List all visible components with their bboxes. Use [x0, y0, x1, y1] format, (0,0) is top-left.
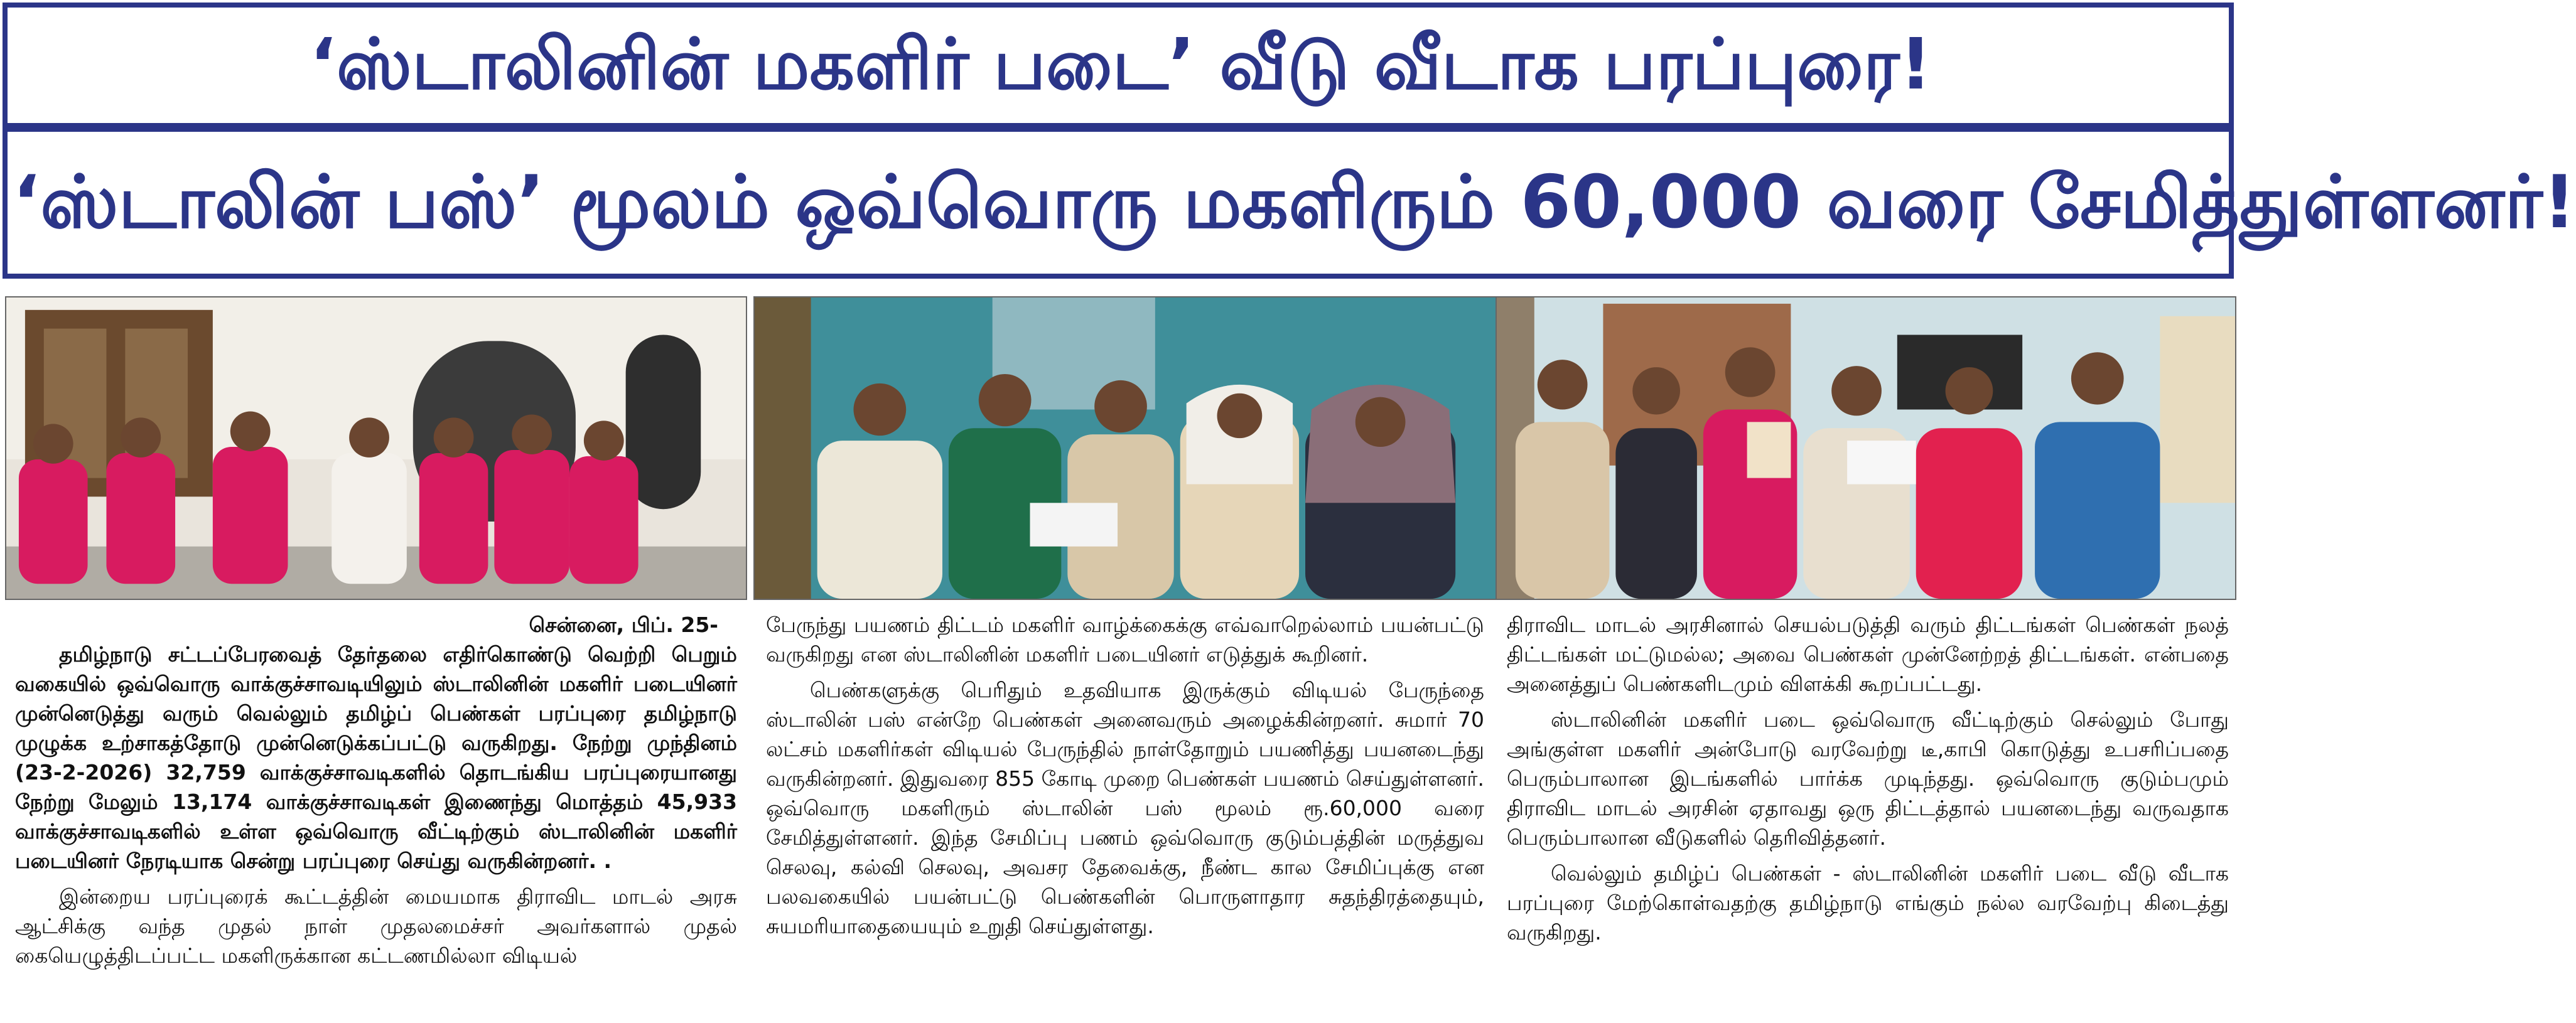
- article-paragraph: திராவிட மாடல் அரசினால் செயல்படுத்தி வரும் திட்டங்கள் பெண்கள் நலத் திட்டங்கள் மட்டுமல்ல; அவை பெண்கள் முன்னேற்றத் திட்டங்கள். என்பதை அனைத்துப் பெண்களிடமும் விளக்கி கூறப்பட்டது.: [1507, 613, 2229, 696]
- article-lead-paragraph: தமிழ்நாடு சட்டப்பேரவைத் தேர்தலை எதிர்கொண்டு வெற்றி பெறும் வகையில் ஒவ்வொரு வாக்குச்சாவடியிலும் ஸ்டாலினின் மகளிர் படையினர் முன்னெடுத்து வரும் வெல்லும் தமிழ்ப் பெண்கள் பரப்புரை தமிழ்நாடு முழுக்க உற்சாகத்தோடு முன்னெடுக்கப்பட்டு வருகிறது. நேற்று முந்தினம் (23-2-2026) 32,759 வாக்குச்சாவடிகளில் தொடங்கிய பரப்புரையானது நேற்று மேலும் 13,174 வாக்குச்சாவடிகள் இணைந்து மொத்தம் 45,933 வாக்குச்சாவடிகளில் உள்ள ஒவ்வொரு வீட்டிற்கும் ஸ்டாலினின் மகளிர் படையினர் நேரடியாக சென்று பரப்புரை செய்து வருகின்றனர். .: [15, 642, 737, 873]
- headline-secondary: ‘ஸ்டாலின் பஸ்’ மூலம் ஒவ்வொரு மகளிரும் 60,000 வரை சேமித்துள்ளனர்!: [13, 160, 2576, 245]
- article-column-2: [766, 610, 1484, 1018]
- article-paragraph: பேருந்து பயணம் திட்டம் மகளிர் வாழ்க்கைக்கு எவ்வாறெல்லாம் பயன்பட்டு வருகிறது என ஸ்டாலினின் மகளிர் படையினர் எடுத்துக் கூறினர்.: [766, 613, 1484, 667]
- photo-illustration-2: [755, 297, 1498, 599]
- headline-primary: ‘ஸ்டாலினின் மகளிர் படை’ வீடு வீடாக பரப்புரை!: [310, 24, 1932, 105]
- photo-group-indoors: [753, 296, 1499, 600]
- photo-illustration-1: [6, 297, 746, 599]
- article-paragraph: இன்றைய பரப்புரைக் கூட்டத்தின் மையமாக திராவிட மாடல் அரசு ஆட்சிக்கு வந்த முதல் நாள் முதலமைச்சர் அவர்களால் முதல் கையெழுத்திடப்பட்ட மகளிருக்கான கட்டணமில்லா விடியல்: [15, 884, 737, 968]
- article-column-3: [1507, 610, 2229, 1018]
- article-paragraph: ஸ்டாலினின் மகளிர் படை ஒவ்வொரு வீட்டிற்கும் செல்லும் போது அங்குள்ள மகளிர் அன்போடு வரவேற்று டீ,காபி கொடுத்து உபசரிப்பதை பெரும்பாலான இடங்களில் பார்க்க முடிந்தது. ஒவ்வொரு குடும்பமும் திராவிட மாடல் அரசின் ஏதாவது ஒரு திட்டத்தால் பயனடைந்து வருவதாக பெரும்பாலான வீடுகளில் தெரிவித்தனர்.: [1507, 707, 2229, 850]
- headline-divider: [3, 123, 2234, 132]
- photo-group-outside-house: [5, 296, 747, 600]
- article-column-1: [15, 610, 737, 1018]
- photo-illustration-3: [1497, 297, 2235, 599]
- article-dateline: சென்னை, பிப். 25-: [529, 613, 718, 637]
- photo-group-living-room: [1495, 296, 2236, 600]
- article-paragraph: வெல்லும் தமிழ்ப் பெண்கள் - ஸ்டாலினின் மகளிர் படை வீடு வீடாக பரப்புரை மேற்கொள்வதற்கு தமிழ்நாடு எங்கும் நல்ல வரவேற்பு கிடைத்து வருகிறது.: [1507, 861, 2229, 945]
- article-paragraph: பெண்களுக்கு பெரிதும் உதவியாக இருக்கும் விடியல் பேருந்தை ஸ்டாலின் பஸ் என்றே பெண்கள் அனைவரும் அழைக்கின்றனர். சுமார் 70 லட்சம் மகளிர்கள் விடியல் பேருந்தில் நாள்தோறும் பயணித்து பயனடைந்து வருகின்றனர். இதுவரை 855 கோடி முறை பெண்கள் பயணம் செய்துள்ளனர். ஒவ்வொரு மகளிரும் ஸ்டாலின் பஸ் மூலம் ரூ.60,000 வரை சேமித்துள்ளனர். இந்த சேமிப்பு பணம் ஒவ்வொரு குடும்பத்தின் மருத்துவ செலவு, கல்வி செலவு, அவசர தேவைக்கு, நீண்ட கால சேமிப்புக்கு என பலவகையில் பயன்பட்டு பெண்களின் பொருளாதார சுதந்திரத்தையும், சுயமரியாதையையும் உறுதி செய்துள்ளது.: [766, 678, 1484, 938]
